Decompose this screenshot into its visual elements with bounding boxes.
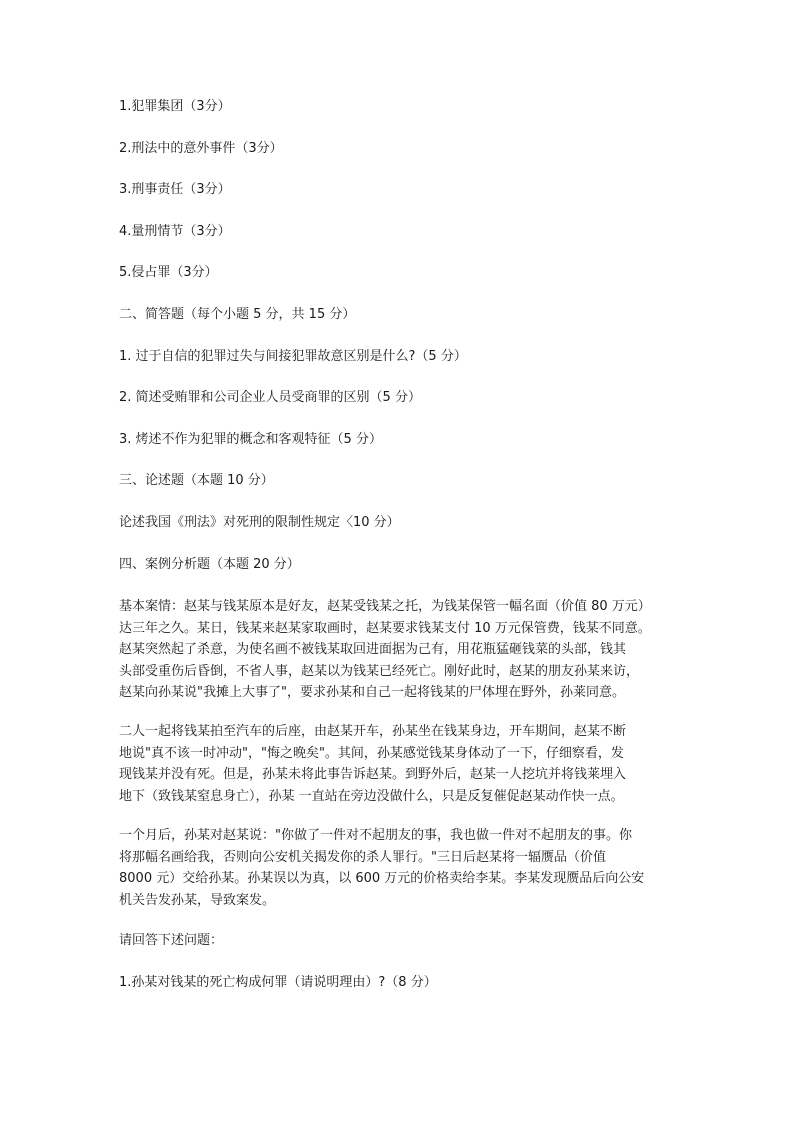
- section-4-heading: 四、案例分析题（本题 20 分）: [119, 557, 300, 572]
- case-paragraph-3-line: 一个月后，孙某对赵某说："你做了一件对不起朋友的事，我也做一件对不起朋友的事。你: [119, 828, 632, 843]
- case-paragraph-1-line: 基本案情：赵某与钱某原本是好友，赵某受钱某之托，为钱某保管一幅名面（价值 80 万元）: [119, 599, 651, 614]
- answer-prompt: 请回答下述问题：: [119, 933, 224, 948]
- case-paragraph-2-line: 地说"真不该一时冲动"，"悔之晚矣"。其间，孙某感觉钱某身体动了一下，仔细察看，发: [119, 745, 624, 761]
- term-question-2: 2.刑法中的意外事件（3分）: [119, 141, 283, 156]
- term-question-5: 5.侵占罪（3分）: [119, 265, 218, 280]
- case-paragraph-2: [119, 721, 626, 807]
- section-3-heading: 三、论述题（本题 10 分）: [119, 473, 274, 488]
- short-answer-question-3: 3. 烤述不作为犯罪的概念和客观特征（5 分）: [119, 432, 382, 447]
- case-paragraph-3-line: 机关告发孙某，导致案发。: [119, 892, 276, 908]
- term-question-4: 4.量刑情节（3分）: [119, 224, 231, 239]
- case-paragraph-2-line: 地下（致钱某窒息身亡），孙某 一直站在旁边没做什么，只是反复催促赵某动作快一点。: [119, 788, 624, 804]
- case-paragraph-3-line: 将那幅名画给我，否则向公安机关揭发你的杀人罪行。"三日后赵某将一辐赝品（价值: [119, 849, 606, 865]
- case-paragraph-3-line: 8000 元）交给孙某。孙某误以为真，以 600 万元的价格卖给李某。李某发现赝品后向公安: [119, 871, 645, 886]
- case-paragraph-1: [119, 596, 651, 704]
- case-paragraph-1-line: 达三年之久。某日，钱某来赵某家取画时，赵某要求钱某支付 10 万元保管费，钱某不同意。: [119, 620, 651, 636]
- case-paragraph-1-line: 赵某向孙某说"我摊上大事了"，要求孙某和自己一起将钱某的尸体埋在野外，孙莱同意。: [119, 685, 625, 700]
- short-answer-question-1: 1. 过于自信的犯罪过失与间接犯罪故意区别是什么?（5 分）: [119, 349, 467, 364]
- case-paragraph-1-line: 赵某突然起了杀意，为使名画不被钱某取回进面据为己有，用花瓶猛砸钱菜的头部，钱其: [119, 642, 627, 657]
- case-paragraph-3: [119, 825, 644, 911]
- term-question-3: 3.刑事责任（3分）: [119, 182, 231, 197]
- essay-question: 论述我国《刑法》对死刑的限制性规定〈10 分）: [119, 515, 400, 530]
- case-paragraph-2-line: 二人一起将钱某拍至汽车的后座，由赵某开车，孙某坐在钱某身边，开车期间，赵某不断: [119, 724, 627, 739]
- term-question-1: 1.犯罪集团（3分）: [119, 99, 231, 114]
- short-answer-question-2: 2. 简述受贿罪和公司企业人员受商罪的区别（5 分）: [119, 390, 421, 405]
- section-2-heading: 二、简答题（每个小题 5 分，共 15 分）: [119, 307, 356, 322]
- case-paragraph-2-line: 现钱某并没有死。但是，孙某未将此事告诉赵某。到野外后，赵某一人挖坑并将钱莱埋入: [119, 767, 627, 782]
- case-question-1: 1.孙某对钱某的死亡构成何罪（请说明理由）?（8 分）: [119, 975, 437, 990]
- case-paragraph-1-line: 头部受重伤后昏倒，不省人事，赵某以为钱某已经死亡。刚好此时，赵某的朋友孙某来访，: [119, 663, 640, 679]
